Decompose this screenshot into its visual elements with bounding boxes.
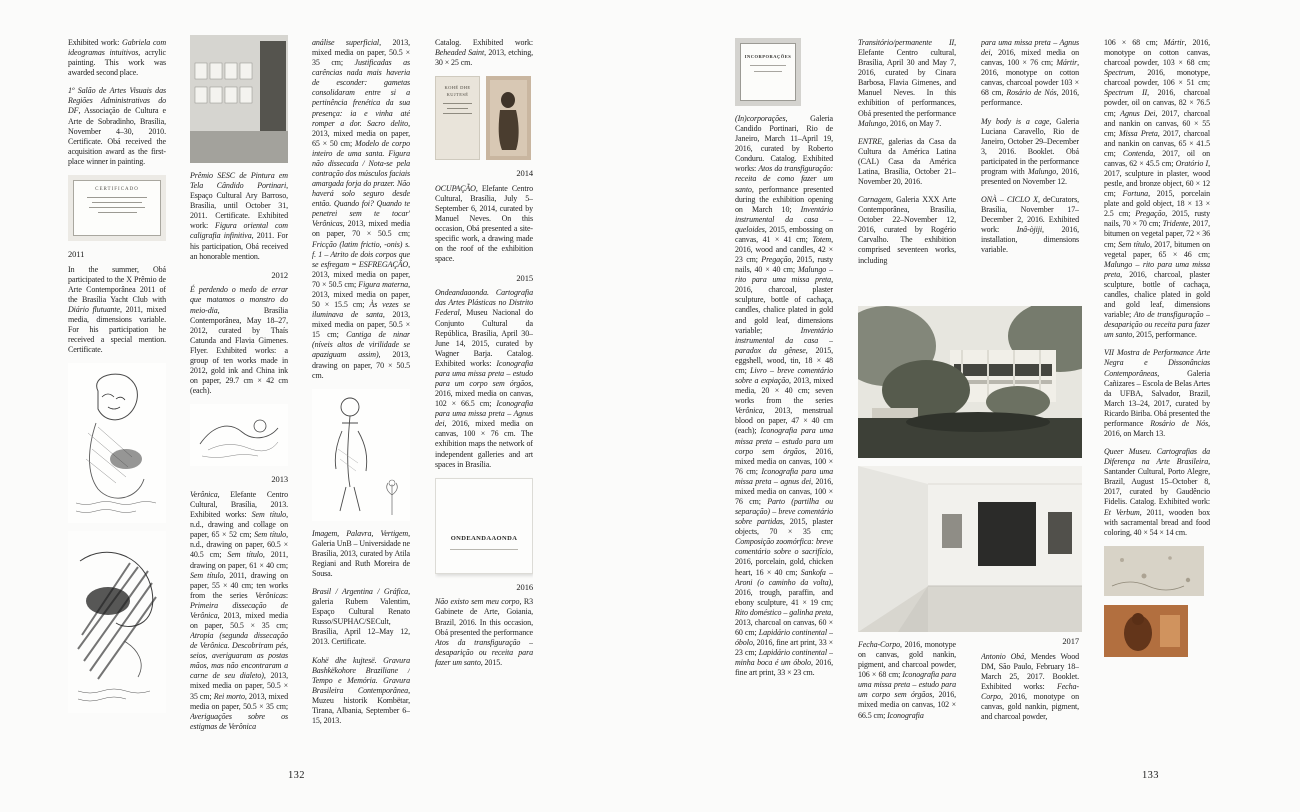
cover-text-line — [443, 113, 472, 114]
beheaded-saint-illustration — [486, 76, 531, 160]
catalog-cover-kohe — [435, 76, 480, 160]
invitation-text-line — [750, 65, 786, 66]
entry-paragraph: In the summer, Obá participated to the X Prêmio de Arte Contemporânea 2011 of the Brasília Yacht Club with Diário flutuante, 2011, mixed media, dimensions variable. For his participation he received a special mention. Certificate. — [68, 264, 166, 355]
catalog-cover-kohe-title: KOHË DHE KUJTESË — [444, 85, 471, 97]
year-heading-2011: 2011 — [68, 248, 85, 259]
entry-paragraph: 1º Salão de Artes Visuais das Regiões Administrativas do DF, Associação de Cultura e Arte de Sobradinho, Brasília, November 4–30, 2010. Certificate. Obá received the acquisition award as the first-place winner in painting. — [68, 86, 166, 166]
year-heading-2015: 2015 — [516, 272, 533, 283]
figure-drawing — [312, 389, 410, 521]
exhibition-wall-photo — [190, 35, 288, 163]
page-number-left: 132 — [288, 770, 305, 781]
entry-paragraph: Fecha-Corpo, 2016, monotype on canvas, gold nankin, pigment, and charcoal powder, 106 × 68 cm; Iconografia para uma missa preta – estudo para um corpo sem órgãos, 2016, mixed media on canvas, 102 × 66.5 cm; Iconografia — [858, 640, 956, 720]
ink-drawing-2-illustration — [68, 531, 166, 713]
garden-photo-illustration — [858, 306, 1082, 458]
entry-paragraph: Imagem, Palavra, Vertigem, Galeria UnB – Universidade ne Brasília, 2013, curated by Atila Regiani and Ruth Moreira de Sousa. — [312, 528, 410, 578]
incorporacoes-title: INCORPORAÇÕES — [744, 54, 792, 59]
left-column-2 — [190, 35, 288, 778]
ondeandaaonda-card — [435, 478, 533, 574]
entry-paragraph: Brasil / Argentina / Gráfica, galeria Rubem Valentim, Espaço Cultural Renato Russo/SUPHAC/SECult, Brasília, April 12–May 12, 2013. Certificate. — [312, 587, 410, 647]
garden-exhibition-photo — [858, 306, 1082, 463]
entry-paragraph: Catalog. Exhibited work: Beheaded Saint, 2013, etching, 30 × 25 cm. — [435, 38, 533, 68]
certificate-text-line — [98, 212, 137, 213]
entry-paragraph: para uma missa preta – Agnus dei, 2016, mixed media on canvas, 100 × 76 cm; Mártir, 2016, monotype on cotton canvas, charcoal powder 103 × 68 cm, Rosário de Nós, 2016, performance. — [981, 38, 1079, 108]
invitation-text-line — [754, 71, 782, 72]
entry-paragraph: Ondeandaaonda. Cartografia das Artes Plásticas no Distrito Federal, Museu Nacional do Conjunto Cultural da República, Brasília, April 30–June 14, 2015, curated by Wagner Barja. Catalog. Exhibited works: Iconografia para uma missa preta – estudo para um corpo sem órgãos, 2016, mixed media on canvas, 102 × 66.5 cm; Iconografia para uma missa preta – Agnus dei, 2016, mixed media on canvas, 100 × 76 cm. The exhibition maps the network of independent galleries and art spaces in Brasília. — [435, 288, 533, 469]
certificate-text-line — [92, 202, 142, 203]
ondeandaaonda-title: ONDEANDAAONDA — [450, 534, 518, 542]
certificate-image — [68, 175, 166, 241]
entry-paragraph: 106 × 68 cm; Mártir, 2016, monotype on cotton canvas, charcoal powder, 103 × 68 cm; Spectrum, 2016, monotype, charcoal powder, 106 × 51 cm; Spectrum II, 2016, charcoal powder, oil on canvas, 82 × 76.5 cm; Agnus Dei, 2017, charcoal and nankin on canvas, 60 × 55 cm; Missa Preta, 2017, charcoal and nankin on canvas, 65 × 41.5 cm; Contenda, 2017, oil on canvas, 62 × 45.5 cm; Oratório I, 2017, sculpture in plaster, wood pestle, and bronze object, 60 × 12 cm; Fortuna, 2015, porcelain plate and gold object, 18 × 13 × 2.5 cm; Pregação, 2015, rusty nails, 70 × 70 cm; Tridente, 2017, bitumen on vegetal paper, 72 × 36 cm; Sem título, 2017, bitumen on vegetal paper, 65 × 46 cm; Malungo – rito para uma missa preta, 2016, charcoal, plaster sculpture, bottle of cachaça, candles, chalice plated in gold and gold leaf, dimensions variable; Ato de transfiguração – desaparição ou receita para fazer um santo, 2015, performance. — [1104, 38, 1210, 340]
ink-drawing-3 — [190, 404, 288, 466]
artwork-thumbnail-1 — [1104, 546, 1210, 599]
entry-paragraph: Kohë dhe kujtesë. Gravura Bashkëkohore Braziliane / Tempo e Memória. Gravura Brasileira Contemporânea, Muzeu historik Kombëtar, Tirana, Albania, September 6–15, 2013. — [312, 655, 410, 725]
artwork-thumbnail-2-illustration — [1104, 605, 1188, 657]
right-column-1 — [735, 38, 833, 778]
entry-paragraph: Antonio Obá, Mendes Wood DM, São Paulo, February 18–March 25, 2017. Booklet. Exhibited works: Fecha-Corpo, 2016, monotype on canvas, gold nankin, pigment, and charcoal powder, — [981, 651, 1079, 722]
left-column-3 — [312, 38, 410, 778]
entry-paragraph: Não existo sem meu corpo, R3 Gabinete de Arte, Goiania, Brazil, 2016. In this occasion, Obá presented the performance Atos da transfiguração – desaparição ou receita para fazer um santo, 2015. — [435, 597, 533, 667]
certificate-frame — [73, 180, 161, 236]
entry-paragraph: É perdendo o medo de errar que matamos o monstro do meio-dia, Brasília Contemporânea, May 18–27, 2012, curated by Thaís Catunda and Flavia Gimenes. Flyer. Exhibited works: a group of ten works made in 2012, gold ink and China ink on paper, 29.7 cm × 42 cm (each). — [190, 285, 288, 396]
entry-paragraph: My body is a cage, Galeria Luciana Caravello, Rio de Janeiro, October 29–December 3, 2016. Booklet. Obá participated in the performance program with Malungo, 2016, presented on November 12. — [981, 116, 1079, 187]
gallery-interior-photo — [858, 466, 1082, 637]
entry-paragraph: Prêmio SESC de Pintura em Tela Cândido Portinari, Espaço Cultural Ary Barroso, Brasília, until October 31, 2011. Certificate. Exhibited work: Figura oriental com caligrafia infinitiva, 2011. For his participation, Obá received an honorable mention. — [190, 171, 288, 261]
ink-drawing-3-illustration — [190, 404, 288, 466]
year-heading-2017: 2017 — [1062, 636, 1079, 646]
year-heading-2012: 2012 — [271, 269, 288, 280]
right-column-3-top — [981, 38, 1079, 302]
left-column-4 — [435, 38, 533, 778]
entry-paragraph: Queer Museu. Cartografias da Diferença na Arte Brasileira, Santander Cultural, Porto Alegre, Brazil, August 15–October 8, 2017, curated by Gaudêncio Fidelis. Catalog. Exhibited work: Et Verbum, 2011, wooden box with sacramental bread and food coloring, 40 × 54 × 14 cm. — [1104, 447, 1210, 537]
artwork-thumbnail-1-illustration — [1104, 546, 1204, 596]
certificate-title: CERTIFICADO — [95, 186, 139, 192]
certificate-text-line — [87, 197, 148, 198]
entry-paragraph: Verônica, Elefante Centro Cultural, Brasília, 2013. Exhibited works: Sem título, n.d., drawing and collage on paper, 65 × 52 cm; Sem título, n.d., drawing on paper, 60.5 × 40.5 cm; Sem título, 2011, drawing on paper, 61 × 40 cm; Sem título, 2011, drawing on paper, 55 × 40 cm; ten works from the series Verônicas: Primeira dissecação de Verônica, 2013, mixed media on paper, 50.5 × 35 cm; Atropia (segunda dissecação de Verônica. Descobriram pés, seios, averiguaram as postas mãos, mas não encontraram a carne de seu dialeto), 2013, mixed media on paper, 50.5 × 35 cm; Rei morto, 2013, mixed media on paper, 50.5 × 35 cm; Averiguações sobre os estigmas de Verônica — [190, 489, 288, 731]
incorporacoes-invitation — [735, 38, 801, 106]
right-column-4 — [1104, 38, 1210, 776]
right-column-3-bottom — [981, 634, 1079, 776]
figure-drawing-illustration — [312, 389, 410, 521]
ondeandaaonda-text-line — [450, 549, 518, 550]
entry-paragraph: OCUPAÇÃO, Elefante Centro Cultural, Brasília, July 5–September 6, 2014, curated by Manuel Neves. On this occasion, Obá presented a site-specific work, a drawing made on the roof of the exhibition space. — [435, 183, 533, 264]
entry-paragraph: Exhibited work: Gabriela com ideogramas intuitivos, acrylic painting. This work was awarded second place. — [68, 38, 166, 78]
entry-paragraph: ENTRE, galerias da Casa da Cultura da América Latina (CAL) Casa da América Latina, Brasília, October 21–November 20, 2016. — [858, 136, 956, 187]
catalog-covers — [435, 76, 533, 160]
beheaded-saint-print — [486, 76, 531, 160]
year-heading-2014: 2014 — [516, 168, 533, 179]
right-column-2-bottom — [858, 640, 956, 774]
entry-paragraph: (In)corporações, Galeria Candido Portinari, Rio de Janeiro, March 11–April 19, 2016, curated by Roberto Conduru. Catalog. Exhibited works: Atos da transfiguração: receita de como fazer um santo, performance presented during the exhibition opening on March 10; Inventário instrumental da casa – queloides, 2015, embossing on canvas, 41 × 41 cm; Totem, 2016, wood and candles, 42 × 23 cm; Pregação, 2015, rusty nails, 40 × 40 cm; Malungo – rito para uma missa preta, 2016, charcoal, plaster sculpture, bottle of cachaça, candles, chalice plated in gold and gold leaf, dimensions variable; Inventário instrumental da casa – paradox da gênese, 2015, eggshell, wood, tin, 18 × 48 cm; Livro – breve comentário sobre a expiação, 2013, mixed media, 20 × 40 cm; seven works from the series Verônica, 2013, menstrual blood on paper, 47 × 40 cm (each); Iconografia para uma missa preta – estudo para um corpo sem órgãos, 2016, mixed media on canvas, 100 × 76 cm; Iconografia para uma missa preta – agnus dei, 2016, mixed media on canvas, 100 × 76 cm; Parto (partilha ou separação) – breve comentário sobre partidas, 2015, plaster objects, 70 × 35 cm; Composição zoomórfica: breve comentário sobre o sacrifício, 2016, porcelain, gold, chicken heart, 16 × 40 cm; Sankofa – Aroni (o caminho da volta), 2016, trough, paraffin, and ebony sculpture, 41 × 19 cm; Rito doméstico – galinha preta, 2013, charcoal on canvas, 60 × 60 cm; Lapidário continental – óbolo, 2016, fine art print, 33 × 23 cm; Lapidário continental – minha boca é um óbolo, 2016, fine art print, 33 × 23 cm. — [735, 114, 833, 678]
entry-paragraph: VII Mostra de Performance Arte Negra e Dissonâncias Contemporâneas, Galeria Cañizares – Escola de Belas Artes da UFBA, Salvador, Brazil, March 13–24, 2017, curated by Ricardo Biriba. Obá presented the performance Rosário de Nós, 2016, on March 13. — [1104, 348, 1210, 438]
entry-paragraph: Carnagem, Galeria XXX Arte Contemporânea, Brasília, October 22–November 12, 2016, curated by Rogério Carvalho. The exhibition comprised seventeen works, including — [858, 195, 956, 265]
left-column-1 — [68, 38, 166, 778]
right-column-2-top — [858, 38, 956, 302]
page-number-right: 133 — [1142, 770, 1159, 781]
gallery-interior-illustration — [858, 466, 1082, 632]
entry-paragraph: ONÀ – CICLO X, deCurators, Brasília, November 17–December 2, 2016. Exhibited work: Inâ-òjiji, 2016, installation, dimensions variable. — [981, 195, 1079, 255]
incorporacoes-card — [740, 43, 796, 101]
year-heading-2016: 2016 — [516, 581, 533, 592]
ink-drawing-2 — [68, 531, 166, 713]
entry-paragraph: Transitório/permanente II, Elefante Centro cultural, Brasília, April 30 and May 7, 2016, curated by Cinara Barbosa, Flavia Gimenes, and Manuel Neves. In this exhibition of performances, Obá presented the performance Malungo, 2016, on May 7. — [858, 38, 956, 128]
certificate-text-line — [89, 207, 145, 208]
ink-drawing-1-illustration — [68, 363, 166, 523]
artwork-thumbnail-2 — [1104, 605, 1210, 660]
exhibition-wall-photo-illustration — [190, 35, 288, 163]
cover-text-line — [443, 103, 472, 104]
entry-paragraph: análise superficial, 2013, mixed media on paper, 50.5 × 35 cm; Justificadas as carências nada mais haveria de esconder: gametas consolidaram entre si a pertinência frenética da sua presença: ia e vinha até romper a dor. Sacro delito, 2013, mixed media on paper, 65 × 50 cm; Modelo de corpo inteiro de uma santa. Figura não dissecada / Nota-se pela contração dos músculos faciais amargada forja do prazer. Não haverá solo seguro desde então. Quando foi? Quando te penetrei sem te tocar' Verônicas, 2013, mixed media on paper, 70 × 50.5 cm; Fricção (latim frictio, -onis) s. f. 1 – Atrito de dois corpos que se esfregam = ESFREGAÇÃO, 2013, mixed media on paper, 70 × 50.5 cm; Figura materna, 2013, mixed media on paper, 50 × 15.5 cm; Às vezes se iluminava de santa, 2013, mixed media on paper, 50.5 × 15 cm; Cantiga de ninar (níveis altos de virilidade se apaziguam assim), 2013, drawing on paper, 70 × 50.5 cm. — [312, 38, 410, 380]
ink-drawing-1 — [68, 363, 166, 523]
year-heading-2013: 2013 — [271, 474, 288, 485]
cover-text-line — [447, 108, 468, 109]
